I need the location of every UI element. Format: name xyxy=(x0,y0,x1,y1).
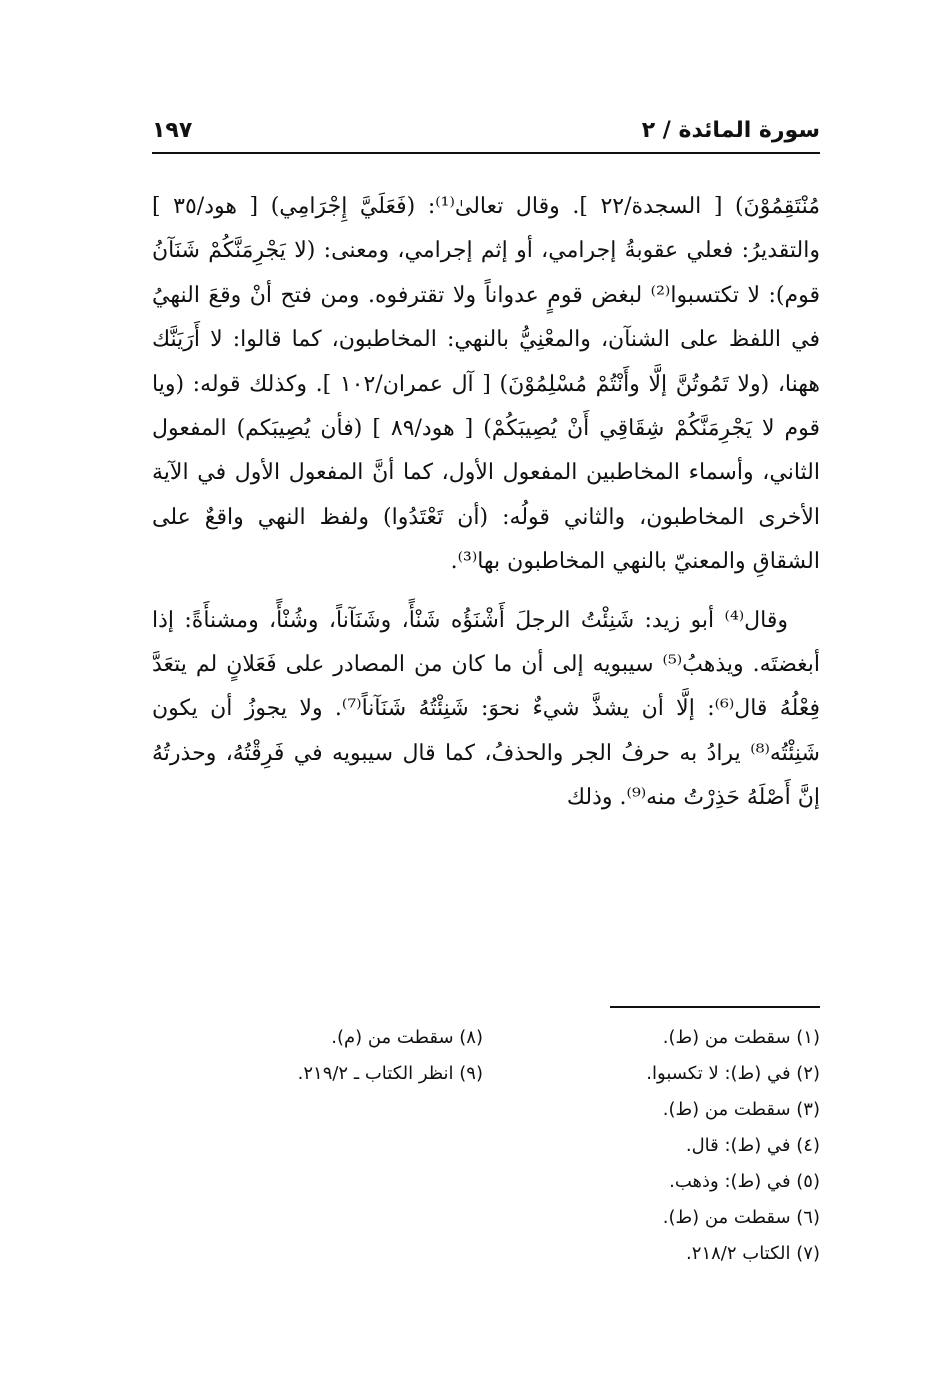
page-header xyxy=(152,118,820,154)
footnote-rule xyxy=(610,1006,820,1008)
footnote-9: (٩) انظر الكتاب ـ ٢١٩/٢. xyxy=(297,1063,483,1084)
footnote-3: (٣) سقطت من (ط). xyxy=(662,1099,820,1120)
footnote-7: (٧) الكتاب ٢١٨/٢. xyxy=(686,1243,820,1264)
header-rule xyxy=(152,152,820,154)
footnote-5: (٥) في (ط): وذهب. xyxy=(669,1171,820,1192)
footnote-8: (٨) سقطت من (م). xyxy=(331,1027,483,1048)
running-title: سورة المائدة / ٢ xyxy=(641,118,820,143)
footnote-4: (٤) في (ط): قال. xyxy=(685,1135,820,1156)
paragraph-1: مُنْتَقِمُوْنَ) [ السجدة/٢٢ ]. وقال تعالىٰ⁽¹⁾: (فَعَلَيَّ إِجْرَامِي) [ هود/٣٥ ] والتقديرُ: فعلي عقوبةُ إجرامي، أو إثم إجرامي، ومعنى: (لا يَجْرِمَنَّكُمْ شَنَآنُ قوم): لا تكتسبوا⁽²⁾ لبغض قومٍ عدواناً ولا تقترفوه. ومن فتح أنْ وقعَ النهيُ في اللفظ على الشنآن، والمعْنِيُّ بالنهي: المخاطبون، كما قالوا: لا أَرَيَنَّك ههنا، (ولا تَمُوتُنَّ إلَّا وأَنْتُمْ مُسْلِمُوْنَ) [ آل عمران/١٠٢ ]. وكذلك قوله: (ويا قوم لا يَجْرِمَنَّكُمْ شِقَاقِي أَنْ يُصِيبَكُمْ) [ هود/٨٩ ] (فأن يُصِيبَكم) المفعول الثاني، وأسماء المخاطبين المفعول الأول، كما أنَّ المفعول الأول في الآية الأخرى المخاطبون، والثاني قولُه: (أن تَعْتَدُوا) ولفظ النهي واقعٌ على الشقاقِ والمعنيّ بالنهي المخاطبون بها⁽³⁾. xyxy=(152,194,821,575)
main-text xyxy=(152,185,820,821)
footnote-6: (٦) سقطت من (ط). xyxy=(662,1207,820,1228)
footnotes-left-column xyxy=(213,1020,483,1092)
page-number: ١٩٧ xyxy=(152,118,193,143)
footnote-1: (١) سقطت من (ط). xyxy=(662,1027,820,1048)
paragraph-2: وقال⁽⁴⁾ أبو زيد: شَنِئْتُ الرجلَ أَشْنَؤُه شَنْأً، وشَنَآناً، وشُنْأً، ومشنأَةً: إذا أبغضتَه. ويذهبُ⁽⁵⁾ سيبويه إلى أن ما كان من المصادر على فَعَلانٍ لم يتعَدَّ فِعْلُهُ قال⁽⁶⁾: إلَّا أن يشذَّ شيءٌ نحوَ: شَنِئْتُهُ شَنَآناً⁽⁷⁾. ولا يجوزُ أن يكون شَنِئْتُه⁽⁸⁾ يرادُ به حرفُ الجر والحذفُ، كما قال سيبويه في فَرِقْتُهُ، وحذرتُهُ إنَّ أَصْلَهُ حَذِرْتُ منه⁽⁹⁾. وذلك xyxy=(152,607,821,811)
footnote-2: (٢) في (ط): لا تكسبوا. xyxy=(646,1063,820,1084)
footnotes-right-column xyxy=(560,1020,820,1272)
